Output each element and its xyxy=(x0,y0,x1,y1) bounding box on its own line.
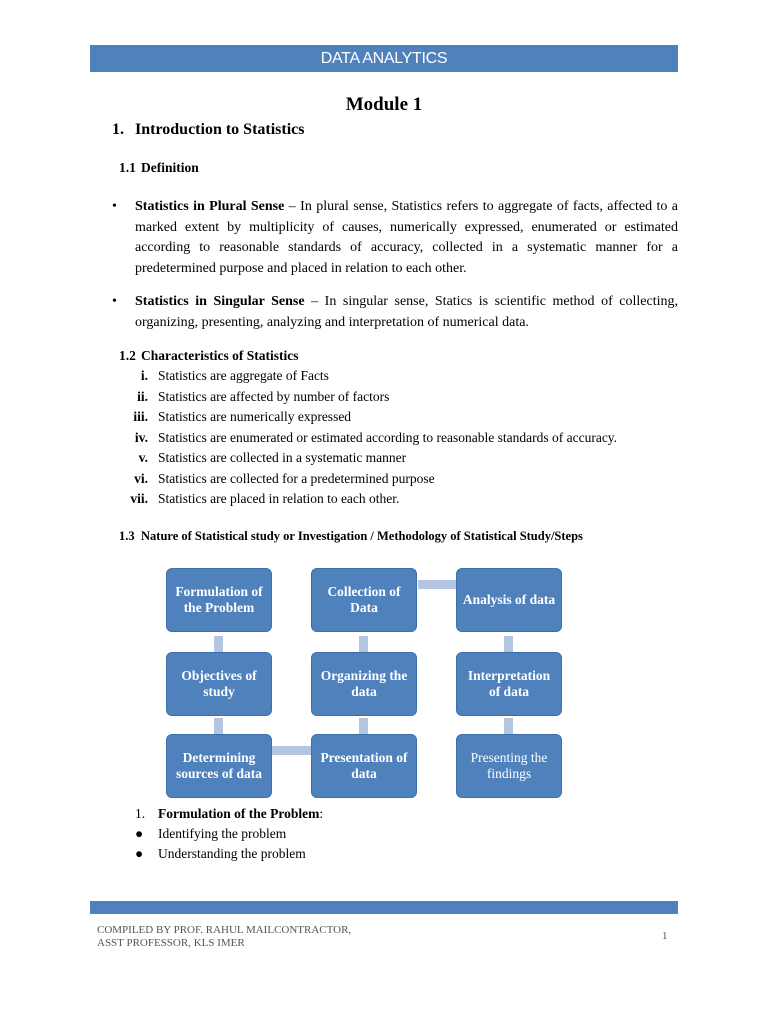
bullet: • xyxy=(112,294,117,309)
subsection-title: Definition xyxy=(141,160,199,175)
list-item xyxy=(112,824,672,844)
list-text: Understanding the problem xyxy=(158,846,306,861)
connector xyxy=(214,718,223,734)
step-box-organizing: Organizing the data xyxy=(311,652,417,716)
list-number: vi. xyxy=(134,470,148,486)
list-item xyxy=(112,844,672,864)
section-number: 1. xyxy=(112,121,124,138)
list-item xyxy=(112,469,682,490)
bullet: ● xyxy=(135,846,144,861)
characteristics-list xyxy=(112,366,682,510)
subsection-heading-characteristics xyxy=(119,348,298,364)
list-text: Statistics are enumerated or estimated according to reasonable standards of accuracy. xyxy=(158,429,618,445)
list-number: vii. xyxy=(130,491,148,506)
list-item xyxy=(112,407,682,428)
list-item xyxy=(112,428,682,449)
methodology-diagram xyxy=(160,562,570,804)
bullet: • xyxy=(112,199,117,214)
list-number: iii. xyxy=(133,409,148,424)
list-text: Statistics are aggregate of Facts xyxy=(158,368,329,383)
connector xyxy=(214,636,223,652)
step-box-formulation: Formulation of the Problem xyxy=(166,568,272,632)
step-title: Formulation of the Problem xyxy=(158,806,320,821)
section-title: Introduction to Statistics xyxy=(135,121,305,138)
footer-bar xyxy=(90,901,678,914)
definition-dash: – xyxy=(284,199,301,214)
connector xyxy=(272,746,311,755)
definition-dash: – xyxy=(304,294,325,309)
connector xyxy=(504,636,513,652)
step-box-interpretation: Interpretation of data xyxy=(456,652,562,716)
step-box-objectives: Objectives of study xyxy=(166,652,272,716)
definition-text: In plural sense, Statistics refers to aggregate of facts, affected to a marked extent by multiplicity of causes, numerically expressed, enumerated or estimated according to reasonable standards of accuracy, collected in a systematic manner for a predetermined purpose and placed in relation to each other. xyxy=(135,199,678,276)
definition-term: Statistics in Plural Sense xyxy=(135,199,285,214)
definition-term: Statistics in Singular Sense xyxy=(135,294,305,309)
list-item xyxy=(112,448,682,469)
connector xyxy=(418,580,456,589)
subsection-heading-definition xyxy=(119,160,199,176)
connector xyxy=(504,718,513,734)
list-item xyxy=(112,387,682,408)
list-item xyxy=(112,366,682,387)
module-title: Module 1 xyxy=(345,94,423,115)
step-colon: : xyxy=(319,806,324,821)
list-text: Statistics are collected for a predetermined purpose xyxy=(158,470,435,486)
step-box-collection: Collection of Data xyxy=(311,568,417,632)
footer-line-2: ASST PROFESSOR, KLS IMER xyxy=(97,937,245,949)
steps-list xyxy=(112,804,672,864)
list-text: Statistics are placed in relation to each other. xyxy=(158,491,400,506)
step-box-presenting-findings: Presenting the findings xyxy=(456,734,562,798)
page-number: 1 xyxy=(662,930,668,942)
definition-singular xyxy=(112,292,678,333)
list-text: Identifying the problem xyxy=(158,826,287,841)
step-number: 1. xyxy=(135,806,146,821)
step-box-presentation: Presentation of data xyxy=(311,734,417,798)
list-text: Statistics are affected by number of factors xyxy=(158,388,390,404)
step-box-analysis: Analysis of data xyxy=(456,568,562,632)
footer-credits xyxy=(97,924,351,950)
subsection-number: 1.3 xyxy=(119,529,135,543)
definition-plural xyxy=(112,197,678,279)
subsection-title: Nature of Statistical study or Investigation / Methodology of Statistical Study/Steps xyxy=(141,529,583,543)
subsection-heading-methodology xyxy=(119,529,583,544)
header-bar xyxy=(90,45,678,72)
list-text: Statistics are collected in a systematic manner xyxy=(158,450,407,465)
subsection-number: 1.1 xyxy=(119,160,136,175)
list-number: i. xyxy=(140,368,148,383)
subsection-number: 1.2 xyxy=(119,348,136,363)
list-number: ii. xyxy=(137,388,148,404)
connector xyxy=(359,636,368,652)
list-number: iv. xyxy=(134,429,148,445)
bullet: ● xyxy=(135,826,144,841)
section-heading-1 xyxy=(112,121,305,139)
list-text: Statistics are numerically expressed xyxy=(158,409,352,424)
list-item xyxy=(112,489,682,510)
step-box-determining-sources: Determining sources of data xyxy=(166,734,272,798)
connector xyxy=(359,718,368,734)
subsection-title: Characteristics of Statistics xyxy=(141,348,299,363)
step-heading xyxy=(112,804,672,824)
header-title: DATA ANALYTICS xyxy=(320,50,448,67)
footer-line-1: COMPILED BY PROF. RAHUL MAILCONTRACTOR, xyxy=(97,924,352,936)
list-number: v. xyxy=(138,450,148,465)
definition-text: In singular sense, Statics is scientific method of collecting, organizing, presenting, analyzing and interpretation of numerical data. xyxy=(135,294,678,330)
